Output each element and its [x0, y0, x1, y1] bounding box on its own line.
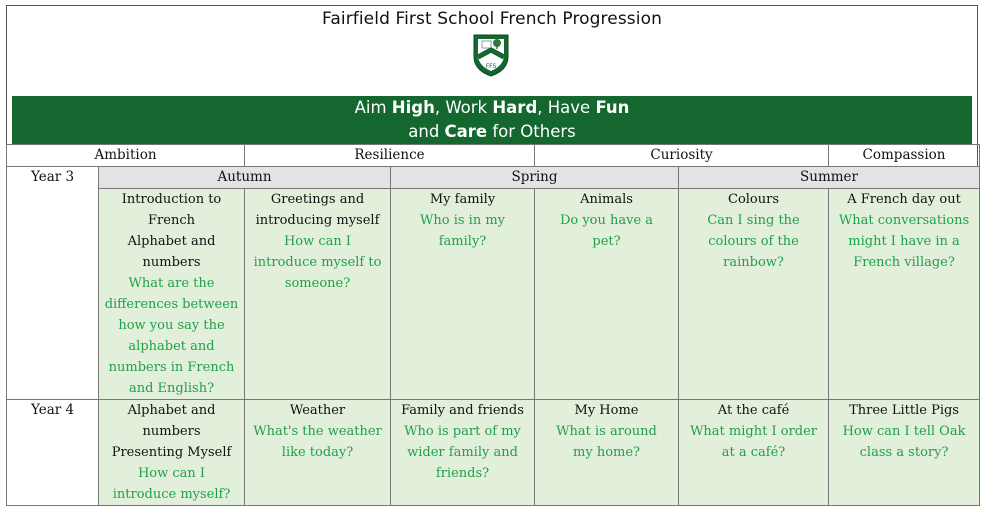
values-row — [7, 145, 980, 167]
year-4-label: Year 4 — [7, 400, 99, 506]
value-ambition: Ambition — [7, 145, 245, 167]
progression-table — [6, 144, 980, 506]
motto-line-2: and Care for Others — [408, 122, 576, 141]
topic-cell: Colours Can I sing the colours of the rainbow? — [679, 189, 829, 400]
season-autumn: Autumn — [99, 167, 391, 189]
school-crest-logo — [472, 33, 510, 77]
year-3-row — [7, 189, 980, 400]
year-4-row — [7, 400, 980, 506]
season-summer: Summer — [679, 167, 980, 189]
topic-cell: My family Who is in my family? — [391, 189, 535, 400]
season-spring: Spring — [391, 167, 679, 189]
topic-cell: Three Little Pigs How can I tell Oak class a story? — [829, 400, 980, 506]
topic-cell: A French day out What conversations might I have in a French village? — [829, 189, 980, 400]
topic-cell: Animals Do you have a pet? — [535, 189, 679, 400]
topic-cell: Greetings and introducing myself How can I introduce myself to someone? — [245, 189, 391, 400]
topic-cell: Introduction to French Alphabet and numbers What are the differences between how you say the alphabet and numbers in French and English? — [99, 189, 245, 400]
crest-text: FFS — [485, 63, 497, 70]
topic-cell: Weather What's the weather like today? — [245, 400, 391, 506]
value-compassion: Compassion — [829, 145, 980, 167]
topic-cell: My Home What is around my home? — [535, 400, 679, 506]
topic-cell: At the café What might I order at a café? — [679, 400, 829, 506]
page-title: Fairfield First School French Progression — [322, 9, 662, 29]
year-3-label: Year 3 — [7, 167, 99, 400]
motto-line-1: Aim High, Work Hard, Have Fun — [354, 98, 630, 117]
value-resilience: Resilience — [245, 145, 535, 167]
topic-cell: Alphabet and numbers Presenting Myself How can I introduce myself? — [99, 400, 245, 506]
value-curiosity: Curiosity — [535, 145, 829, 167]
seasons-row — [7, 167, 980, 189]
topic-cell: Family and friends Who is part of my wider family and friends? — [391, 400, 535, 506]
motto-banner — [12, 96, 972, 144]
